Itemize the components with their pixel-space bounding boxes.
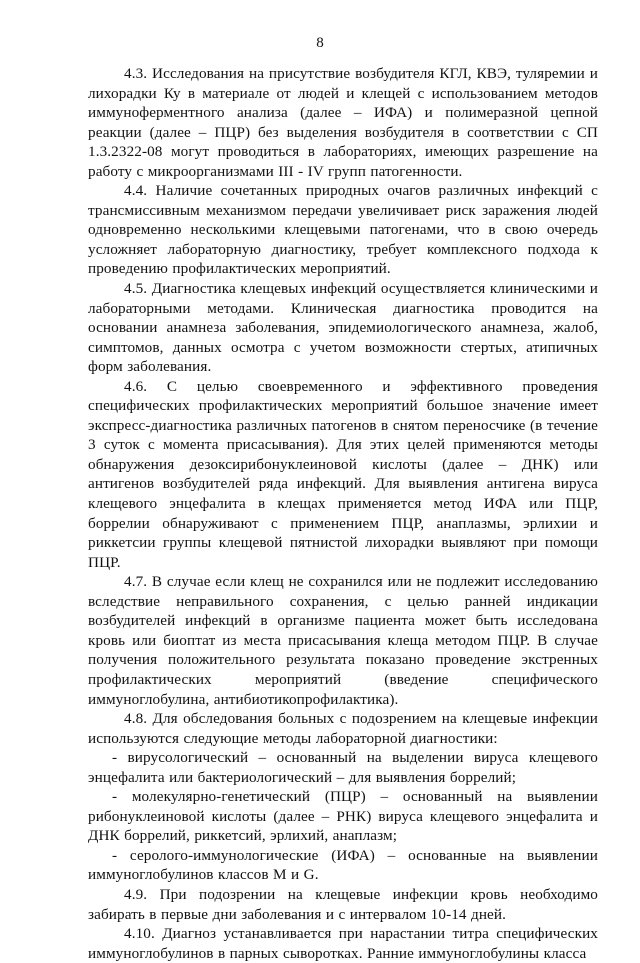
page-number: 8 bbox=[316, 35, 324, 51]
paragraph-4-6: 4.6. С целью своевременного и эффективного проведения специфических профилактических мероприятий большое значение имеет экспресс-диагностика различных патогенов в снятом переносчике (в течение 3 суток с момента присасывания). Для этих целей применяются методы обнаружения дезоксирибонуклеиновой кислоты (далее – ДНК) или антигенов возбудителей ряда инфекций. Для выявления антигена вируса клещевого энцефалита в клещах применяется метод ИФА или ПЦР, боррелии обнаруживают с применением ПЦР, анаплазмы, эрлихии и риккетсии группы клещевой пятнистой лихорадки выявляют при помощи ПЦР. bbox=[88, 377, 598, 571]
paragraph-4-7: 4.7. В случае если клещ не сохранился или не подлежит исследованию вследствие неправильного сохранения, с целью ранней индикации возбудителей инфекций в организме пациента может быть исследована кровь или биоптат из места присасывания клеща методом ПЦР. В случае получения положительного результата показано проведение экстренных профилактических мероприятий (введение специфического иммуноглобулина, антибиотикопрофилактика). bbox=[88, 573, 598, 708]
paragraph-4-10: 4.10. Диагноз устанавливается при нарастании титра специфических иммуноглобулинов в парных сыворотках. Ранние иммуноглобулины класса bbox=[88, 925, 598, 962]
paragraph-4-9: 4.9. При подозрении на клещевые инфекции кровь необходимо забирать в первые дни заболевания и с интервалом 10-14 дней. bbox=[88, 885, 598, 923]
list-item-serological: - серолого-иммунологические (ИФА) – основанные на выявлении иммуноглобулинов классов M и G. bbox=[88, 846, 598, 884]
paragraph-4-5: 4.5. Диагностика клещевых инфекций осуществляется клиническими и лабораторными методами. Клиническая диагностика проводится на основании анамнеза заболевания, эпидемиологического анамнеза, жалоб, симптомов, данных осмотра с учетом возможности стертых, атипичных форм заболевания. bbox=[88, 280, 598, 376]
list-item-virological: - вирусологический – основанный на выделении вируса клещевого энцефалита или бактериологический – для выявления боррелий; bbox=[88, 749, 598, 786]
paragraph-4-4: 4.4. Наличие сочетанных природных очагов различных инфекций с трансмиссивным механизмом передачи увеличивает риск заражения людей одновременно несколькими клещевыми патогенами, что в свою очередь усложняет лабораторную диагностику, требует комплексного подхода к проведению профилактических мероприятий. bbox=[88, 182, 598, 278]
paragraph-4-8: 4.8. Для обследования больных с подозрением на клещевые инфекции используются следующие методы лабораторной диагностики: bbox=[88, 710, 598, 747]
list-item-molecular-genetic: - молекулярно-генетический (ПЦР) – основанный на выявлении рибонуклеиновой кислоты (далее – РНК) вируса клещевого энцефалита и ДНК боррелий, риккетсий, эрлихий, анаплазм; bbox=[88, 788, 598, 845]
paragraph-4-3: 4.3. Исследования на присутствие возбудителя КГЛ, КВЭ, туляремии и лихорадки Ку в материале от людей и клещей с использованием методов иммуноферментного анализа (далее – ИФА) и полимеразной цепной реакции (далее – ПЦР) без выделения возбудителя в соответствии с СП 1.3.2322-08 могут проводиться в лабораториях, имеющих разрешение на работу с микроорганизмами III - IV групп патогенности. bbox=[88, 65, 598, 180]
document-body bbox=[88, 64, 598, 963]
